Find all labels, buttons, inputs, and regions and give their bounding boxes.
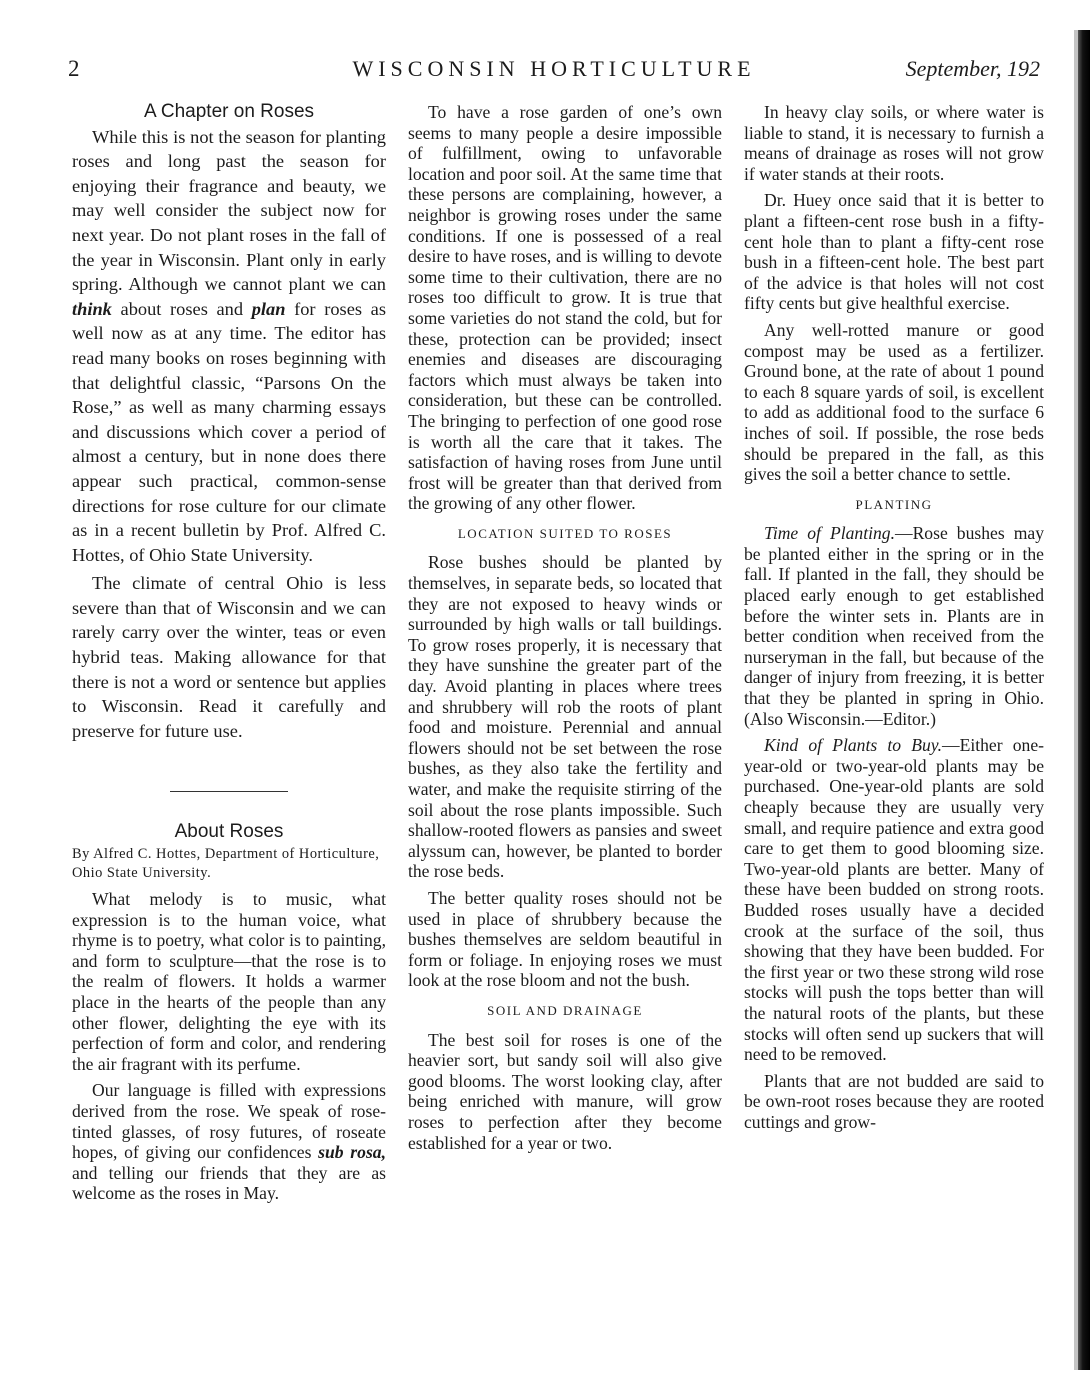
column-2 (408, 102, 722, 1153)
column-3 (744, 102, 1044, 1133)
location-paragraph-2: The better quality roses should not be used in place of shrubbery because the bushes themselves are seldom beautiful in form or foliage. In enjoying roses we must look at the rose bloom and not the bush. (408, 887, 722, 991)
text-run: and telling our friends that they are as welcome as the roses in May. (72, 1162, 386, 1204)
emphasis-think: think (72, 298, 112, 319)
scan-binding-edge (1078, 30, 1090, 1370)
article-title: About Roses (174, 821, 284, 843)
article-byline: By Alfred C. Hottes, Department of Horticulture, Ohio State University. (72, 846, 380, 882)
location-heading: LOCATION SUITED TO ROSES (457, 525, 673, 541)
running-header (68, 56, 1040, 90)
soil-paragraph-4: Any well-rotted manure or good compost may be used as a fertilizer. Ground bone, at the rate of about 1 pound to each 8 square yards of soil, is excellent to add as additional food to the surface 6 inches of soil. If possible, the rose beds should be prepared in the fall, as this gives the soil a better chance to settle. (744, 319, 1044, 485)
text-run: for roses as well now as at any time. The editor has read many books on roses beginning with that delightful classic, “Parsons On the Rose,” as well as many charming essays and discussions which cover a period of almost a century, but in none does there appear such practical, common-sense directions for rose culture for our climate as in a recent bulletin by Prof. Alfred C. Hottes, of Ohio State University. (72, 298, 386, 565)
soil-paragraph-2: In heavy clay soils, or where water is liable to stand, it is necessary to furnish a means of drainage as roses will not grow if water stands at their roots. (744, 102, 1044, 184)
planting-own-root-paragraph: Plants that are not budded are said to be own-root roses because they are rooted cuttings and grow- (744, 1070, 1044, 1132)
planting-time-paragraph (744, 523, 1044, 729)
text-run: Our language is filled with expressions derived from the rose. We speak of rose-tinted glasses, of rosy futures, of roseate hopes, of giving our confidences (72, 1080, 386, 1163)
location-paragraph-1: Rose bushes should be planted by themselves, in separate beds, so located that they are not exposed to heavy winds or surrounded by high walls or tall buildings. To grow roses properly, it is necessary that they have sunshine the greater part of the day. Avoid planting in places where trees and shrubbery will rob the roots of plant food and moisture. Perennial and annual flowers should not be set between the rose bushes, as they also take the fertility and water, and make the requisite stirring of the soil about the rose plants impossible. Such shallow-rooted flowers as pansies and sweet alyssum can, however, be planted to border the rose beds. (408, 552, 722, 882)
soil-heading: SOIL AND DRAINAGE (487, 1002, 643, 1018)
text-run: —Rose bushes may be planted either in the spring or in the fall. If planted in the fall, they should be placed early enough to get established before the winter sets in. Plants are in better condition when received from the nurseryman in the fall, but because of the danger of injury from freezing, it is better that they be planted in spring in Ohio. (Also Wisconsin.—Editor.) (744, 523, 1044, 729)
emphasis-plan: plan (251, 298, 286, 319)
planting-kind-paragraph (744, 735, 1044, 1065)
chapter-paragraph-2: The climate of central Ohio is less severe than that of Wisconsin and we can rarely carry over the winter, teas or even hybrid teas. Making allowance for that there is not a word or sentence but applies to Wisconsin. Read it carefully and preserve for future use. (72, 573, 386, 741)
chapter-intro (72, 125, 386, 744)
section-divider (170, 791, 288, 792)
text-run: about roses and (111, 298, 252, 319)
chapter-title: A Chapter on Roses (143, 101, 315, 122)
chapter-paragraph-1 (72, 125, 386, 568)
emphasis-sub-rosa: sub rosa, (318, 1142, 386, 1163)
planting-kind-label: Kind of Plants to Buy. (764, 735, 942, 756)
text-run: While this is not the season for planting roses and long past the season for enjoying their fragrance and beauty, we may well consider the subject now for next year. Do not plant roses in the fall of the year in Wisconsin. Plant only in early spring. Although we cannot plant we can (72, 126, 386, 295)
article-paragraph-2 (72, 1080, 386, 1204)
article-paragraph-3: To have a rose garden of one’s own seems to many people a desire impossible of fulfillment, owing to unfavorable location and poor soil. At the same time that these persons are complaining, however, a neighbor is growing roses under the same conditions. If one is possessed of a real desire to have roses, and is willing to devote some time to their cultivation, there are no roses too difficult to grow. It is true that some varieties do not stand the cold, but for these, protection can be provided; insect enemies and diseases are discouraging factors which must always be taken into consideration, but these can be controlled. The bringing to perfection of one good rose is worth all the care that it takes. The satisfaction of having roses from June until frost will be greater than that derived from the growing of any other flower. (408, 102, 722, 514)
article-paragraph-1: What melody is to music, what expression is to the human voice, what rhyme is to poetry, what color is to painting, and form to sculpture—that the rose is to the realm of flowers. It holds a warmer place in the hearts of the people than any other flower, delighting the eye with its perfection of form and color, and rendering the air fragrant with its perfume. (72, 889, 386, 1074)
issue-date: September, 192 (905, 56, 1040, 81)
planting-time-label: Time of Planting. (764, 523, 895, 544)
journal-title: WISCONSIN HORTICULTURE (352, 56, 756, 81)
soil-paragraph-3: Dr. Huey once said that it is better to plant a fifteen-cent rose bush in a fifty-cent hole than to plant a fifty-cent rose bush in a fifteen-cent hole. The best part of the advice is that holes will not cost fifty cents but give healthful exercise. (744, 190, 1044, 314)
planting-heading: PLANTING (855, 496, 933, 512)
soil-paragraph-1: The best soil for roses is one of the heavier sort, but sandy soil will also give good blooms. The worst looking clay, after being enriched with manure, will grow roses to perfection after they become established for a year or two. (408, 1029, 722, 1153)
page-number: 2 (68, 56, 80, 81)
column-1 (72, 102, 386, 1204)
text-run: —Either one-year-old or two-year-old plants may be purchased. One-year-old plants are sold cheaply because they are usually very small, and require patience and extra good care to get them to good blooming size. Two-year-old plants are better. Many of these have been budded on strong roots. Budded roses usually have a decided crook at the surface of the soil, thus showing that they have been budded. For the first year or two these strong wild rose stocks will push the tops better than will the natural roots of the plants, but these stocks will often send up suckers that will need to be removed. (744, 735, 1044, 1065)
